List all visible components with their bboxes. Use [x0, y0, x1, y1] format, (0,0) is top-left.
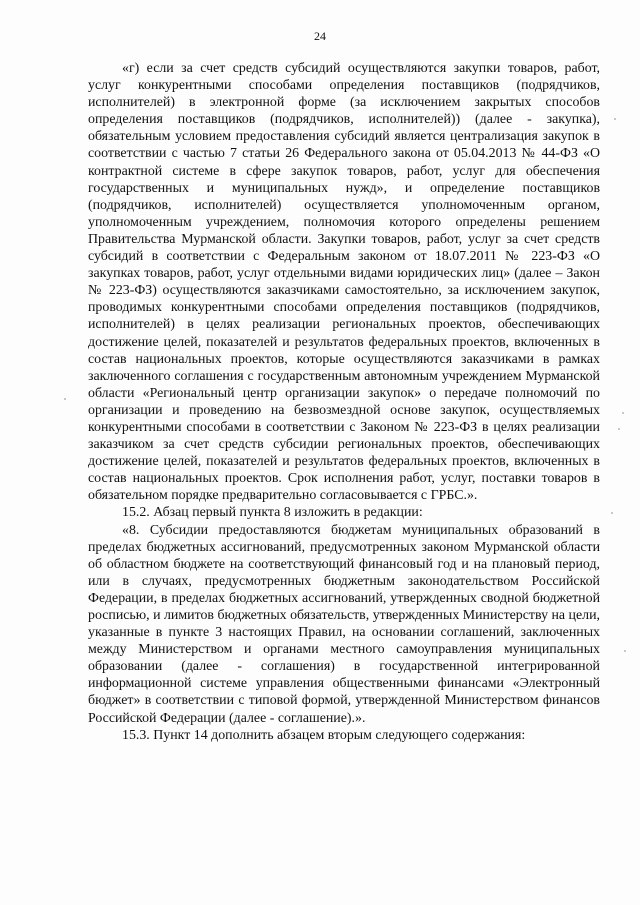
paragraph-15-3: 15.3. Пункт 14 дополнить абзацем вторым следующего содержания:	[122, 727, 526, 743]
scan-speck	[614, 118, 616, 120]
paragraph-15-2: 15.2. Абзац первый пункта 8 изложить в редакции:	[122, 505, 423, 521]
scan-speck	[624, 650, 626, 652]
scan-speck	[618, 428, 620, 430]
scan-speck	[622, 412, 624, 414]
page-number: 24	[314, 29, 326, 43]
scan-speck	[611, 512, 613, 514]
paragraph-item-8: «8. Субсидии предоставляются бюджетам муниципальных образований в пределах бюджетных ассигнований, предусмотренных законом Мурманской области об областном бюджете на соответствующий финансовый год и на плановый период, или в случаях, предусмотренных бюджетным законодательством Российской Федерации, в пределах бюджетных ассигнований, утвержденных сводной бюджетной росписью, и лимитов бюджетных обязательств, утвержденных Министерству на цели, указанные в пункте 3 настоящих Правил, на основании соглашений, заключенных между Министерством и органами местного самоуправления муниципальных образовании (далее - соглашения) в государственной интегрированной информационной системе управления общественными финансами «Электронный бюджет» в соответствии с типовой формой, утвержденной Министерством финансов Российской Федерации (далее - соглашение).».	[88, 522, 600, 726]
document-body	[88, 60, 600, 744]
scan-speck	[64, 398, 66, 400]
paragraph-subitem-g: «г) если за счет средств субсидий осуществляются закупки товаров, работ, услуг конкурентными способами определения поставщиков (подрядчиков, исполнителей) в электронной форме (за исключением закрытых способов определения поставщиков (подрядчиков, исполнителей)) (далее - закупка), обязательным условием предоставления субсидий является централизация закупок в соответствии с частью 7 статьи 26 Федерального закона от 05.04.2013 № 44-ФЗ «О контрактной системе в сфере закупок товаров, работ, услуг для обеспечения государственных и муниципальных нужд», и определение поставщиков (подрядчиков, исполнителей) осуществляется уполномоченным органом, уполномоченным учреждением, полномочия которого определены решением Правительства Мурманской области. Закупки товаров, работ, услуг за счет средств субсидий в соответствии с Федеральным законом от 18.07.2011 № 223-ФЗ «О закупках товаров, работ, услуг отдельными видами юридических лиц» (далее – Закон № 223-ФЗ) осуществляются заказчиками самостоятельно, за исключением закупок, проводимых конкурентными способами определения поставщиков (подрядчиков, исполнителей) в целях реализации региональных проектов, обеспечивающих достижение целей, показателей и результатов федеральных проектов, включенных в состав национальных проектов, которые осуществляются заказчиками в рамках заключенного соглашения с государственным автономным учреждением Мурманской области «Региональный центр организации закупок» о передаче полномочий по организации и проведению на безвозмездной основе закупок, осуществляемых конкурентными способами в соответствии с Законом № 223-ФЗ в целях реализации заказчиком за счет средств субсидии региональных проектов, обеспечивающих достижение целей, показателей и результатов федеральных проектов, включенных в состав национальных проектов. Срок исполнения работ, услуг, поставки товаров в обязательном порядке предварительно согласовывается с ГРБС.».	[88, 61, 600, 504]
